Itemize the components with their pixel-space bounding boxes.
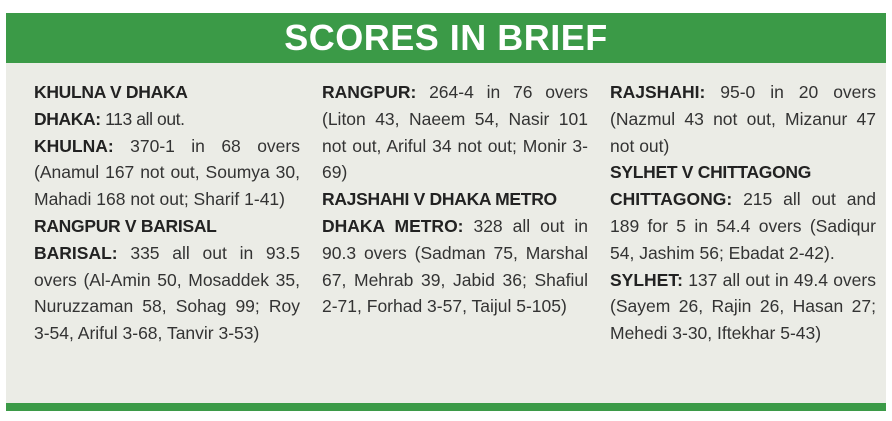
innings-detail: 264-4 in 76 overs (Liton 43, Naeem 54, Nasir 101 not out, Ariful 34 not out; Monir 3-69) bbox=[322, 82, 588, 183]
innings-entry bbox=[610, 79, 876, 159]
team-name: BARISAL: bbox=[34, 242, 118, 263]
page-title: SCORES IN BRIEF bbox=[284, 17, 608, 58]
innings-detail: 335 all out in 93.5 overs (Al-Amin 50, Mosaddek 35, Nuruzzaman 58, Sohag 99; Roy 3-54, Ariful 3-68, Tanvir 3-53) bbox=[34, 242, 300, 344]
team-name: DHAKA: bbox=[34, 108, 101, 129]
innings-detail: 95-0 in 20 overs (Nazmul 43 not out, Mizanur 47 not out) bbox=[610, 82, 876, 156]
innings-entry bbox=[322, 213, 588, 320]
team-name: RAJSHAHI: bbox=[610, 82, 706, 102]
column-3 bbox=[610, 79, 876, 347]
innings-entry bbox=[34, 133, 300, 213]
column-2 bbox=[322, 79, 588, 320]
header-banner bbox=[6, 13, 886, 63]
innings-detail: 215 all out and 189 for 5 in 54.4 overs (Sadiqur 54, Jashim 56; Ebadat 2-42). bbox=[610, 189, 876, 263]
bottom-rule bbox=[6, 403, 886, 411]
innings-entry bbox=[322, 79, 588, 186]
innings-detail: 137 all out in 49.4 overs (Sayem 26, Rajin 26, Hasan 27; Mehedi 3-30, Iftekhar 5-43) bbox=[610, 269, 876, 344]
match-heading: RANGPUR V BARISAL bbox=[34, 215, 217, 236]
innings-detail: 328 all out in 90.3 overs (Sadman 75, Marshal 67, Mehrab 39, Jabid 36; Shafiul 2-71, Forhad 3-57, Taijul 5-105) bbox=[322, 215, 588, 317]
innings-entry bbox=[610, 186, 876, 266]
innings-entry bbox=[610, 267, 876, 347]
innings-detail: 113 all out. bbox=[100, 108, 185, 129]
innings-entry bbox=[34, 106, 300, 133]
column-1 bbox=[34, 79, 300, 347]
innings-detail: 370-1 in 68 overs (Anamul 167 not out, Soumya 30, Mahadi 168 not out; Sharif 1-41) bbox=[34, 135, 300, 210]
match-heading: SYLHET V CHITTAGONG bbox=[610, 162, 812, 183]
scores-panel bbox=[6, 63, 886, 403]
team-name: RANGPUR: bbox=[322, 82, 417, 102]
innings-entry bbox=[34, 240, 300, 347]
team-name: KHULNA: bbox=[34, 135, 114, 156]
team-name: SYLHET: bbox=[610, 269, 683, 290]
match-heading: RAJSHAHI V DHAKA METRO bbox=[322, 189, 557, 210]
team-name: CHITTAGONG: bbox=[610, 189, 733, 210]
match-heading: KHULNA V DHAKA bbox=[34, 82, 188, 102]
team-name: DHAKA METRO: bbox=[322, 215, 464, 236]
